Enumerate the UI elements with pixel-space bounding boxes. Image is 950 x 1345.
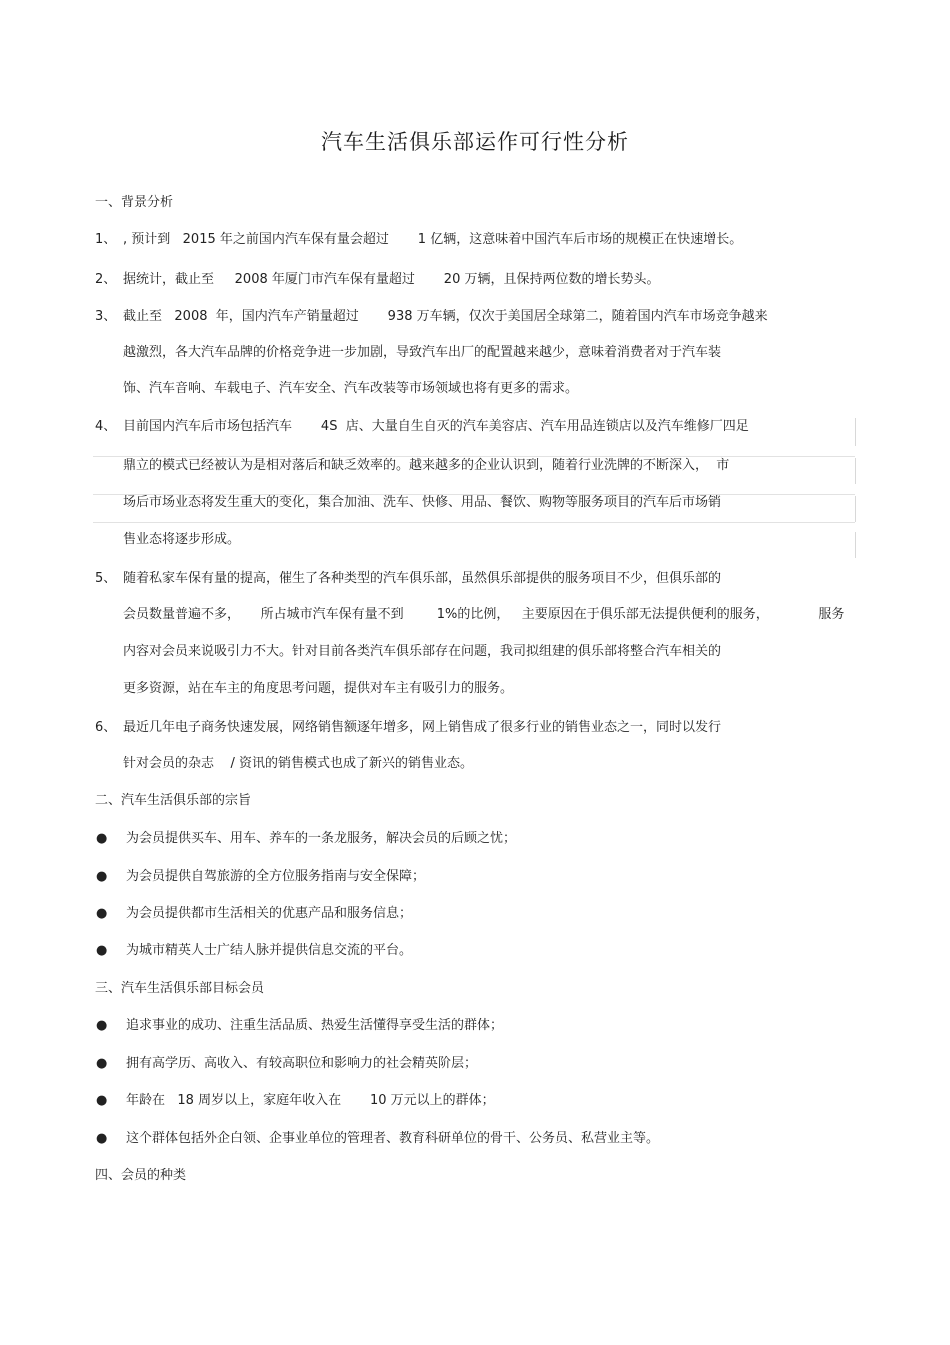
table-border xyxy=(855,458,856,484)
document-title: 汽车生活俱乐部运作可行性分析 xyxy=(321,130,629,154)
item-text: 会员数量普遍不多， 所占城市汽车保有量不到 1%的比例， 主要原因在于俱乐部无法提供便利的服务， 服务 xyxy=(123,607,845,622)
member-item: 这个群体包括外企白领、企事业单位的管理者、教育科研单位的骨干、公务员、私营业主等。 xyxy=(126,1131,660,1146)
table-border xyxy=(93,522,855,523)
section-heading-member-types: 四、会员的种类 xyxy=(95,1168,187,1183)
item-number: 3、 xyxy=(95,309,117,324)
item-number: 5、 xyxy=(95,571,117,586)
item-number: 1、 xyxy=(95,232,117,247)
table-border xyxy=(93,456,855,457)
bullet-icon: ● xyxy=(96,831,108,846)
item-text: 鼎立的模式已经被认为是相对落后和缺乏效率的。越来越多的企业认识到，随着行业洗牌的不断深入， 市 xyxy=(123,458,730,473)
item-text: 更多资源，站在车主的角度思考问题，提供对车主有吸引力的服务。 xyxy=(123,681,514,696)
item-text: 越激烈，各大汽车品牌的价格竞争进一步加剧，导致汽车出厂的配置越来越少，意味着消费者对于汽车装 xyxy=(123,345,722,360)
item-text: 场后市场业态将发生重大的变化，集合加油、洗车、快修、用品、餐饮、购物等服务项目的汽车后市场销 xyxy=(123,495,722,510)
section-heading-purpose: 二、汽车生活俱乐部的宗旨 xyxy=(95,793,252,808)
bullet-icon: ● xyxy=(96,869,108,884)
table-border xyxy=(855,532,856,558)
item-number: 2、 xyxy=(95,272,117,287)
purpose-item: 为会员提供都市生活相关的优惠产品和服务信息； xyxy=(126,906,413,921)
item-text: 饰、汽车音响、车载电子、汽车安全、汽车改装等市场领域也将有更多的需求。 xyxy=(123,381,579,396)
item-number: 6、 xyxy=(95,720,117,735)
member-item: 追求事业的成功、注重生活品质、热爱生活懂得享受生活的群体； xyxy=(126,1018,504,1033)
item-text: 针对会员的杂志 / 资讯的销售模式也成了新兴的销售业态。 xyxy=(123,756,474,771)
bullet-icon: ● xyxy=(96,1056,108,1071)
item-text: , 预计到 2015 年之前国内汽车保有量会超过 1 亿辆，这意味着中国汽车后市场的规模正在快速增长。 xyxy=(123,232,743,247)
table-border xyxy=(855,496,856,522)
item-number: 4、 xyxy=(95,419,117,434)
bullet-icon: ● xyxy=(96,1131,108,1146)
bullet-icon: ● xyxy=(96,943,108,958)
section-heading-target-members: 三、汽车生活俱乐部目标会员 xyxy=(95,981,265,996)
bullet-icon: ● xyxy=(96,906,108,921)
table-border xyxy=(855,418,856,446)
item-text: 截止至 2008 年，国内汽车产销量超过 938 万车辆，仅次于美国居全球第二，随着国内汽车市场竞争越来 xyxy=(123,309,768,324)
bullet-icon: ● xyxy=(96,1093,108,1108)
purpose-item: 为会员提供买车、用车、养车的一条龙服务，解决会员的后顾之忧； xyxy=(126,831,517,846)
section-heading-background: 一、背景分析 xyxy=(95,195,174,210)
member-item: 拥有高学历、高收入、有较高职位和影响力的社会精英阶层； xyxy=(126,1056,478,1071)
item-text: 售业态将逐步形成。 xyxy=(123,532,241,547)
item-text: 内容对会员来说吸引力不大。针对目前各类汽车俱乐部存在问题，我司拟组建的俱乐部将整合汽车相关的 xyxy=(123,644,722,659)
item-text: 目前国内汽车后市场包括汽车 4S 店、大量自生自灭的汽车美容店、汽车用品连锁店以及汽车维修厂四足 xyxy=(123,419,749,434)
item-text: 据统计，截止至 2008 年厦门市汽车保有量超过 20 万辆，且保持两位数的增长势头。 xyxy=(123,272,660,287)
bullet-icon: ● xyxy=(96,1018,108,1033)
item-text: 最近几年电子商务快速发展，网络销售额逐年增多，网上销售成了很多行业的销售业态之一，同时以发行 xyxy=(123,720,722,735)
purpose-item: 为会员提供自驾旅游的全方位服务指南与安全保障； xyxy=(126,869,426,884)
member-item: 年龄在 18 周岁以上，家庭年收入在 10 万元以上的群体； xyxy=(126,1093,495,1108)
item-text: 随着私家车保有量的提高，催生了各种类型的汽车俱乐部，虽然俱乐部提供的服务项目不少，但俱乐部的 xyxy=(123,571,722,586)
purpose-item: 为城市精英人士广结人脉并提供信息交流的平台。 xyxy=(126,943,413,958)
